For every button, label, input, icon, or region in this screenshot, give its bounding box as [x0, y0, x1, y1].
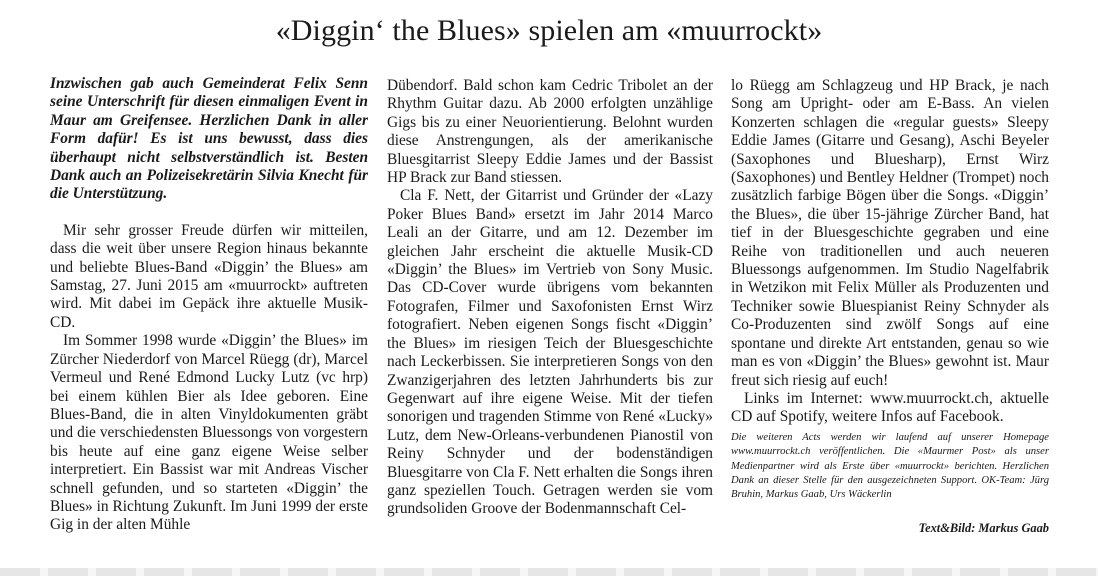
body-paragraph: Dübendorf. Bald schon kam Cedric Tribolet an der Rhythm Guitar dazu. Ab 2000 erfolgten unzählige Gigs bis zu einer Neuorientierung. Belohnt wurden diese Anstrengungen, als der amerikanische Bluesgitarrist Sleepy Eddie James und der Bassist HP Brack zur Band stiessen. [387, 77, 713, 187]
article-title: «Diggin‘ the Blues» spielen am «muurrockt» [275, 14, 823, 47]
links-paragraph: Links im Internet: www.muurrockt.ch, aktuelle CD auf Spotify, weitere Infos auf Facebook. [731, 389, 1049, 426]
body-paragraph: lo Rüegg am Schlagzeug und HP Brack, je nach Song am Upright- oder am E-Bass. An vielen Konzerten schlagen die «regular guests» Sleepy Eddie James (Gitarre und Gesang), Aschi Beyeler (Saxophones und Bluesharp), Ernst Wirz (Saxophones) und Bentley Heldner (Trompet) noch zusätzlich farbige Bögen über die Songs. «Diggin’ the Blues», die über 15-jährige Zürcher Band, hat tief in der Bluesgeschichte gegraben und eine Reihe von traditionellen und auch neueren Bluessongs aufgenommen. Im Studio Nagelfabrik in Wetzikon mit Felix Müller als Produzenten und Techniker sowie Bluespianist Reiny Schnyder als Co-Produzenten sind zwölf Songs auf eine spontane und direkte Art entstanden, genau so wie man es von «Diggin’ the Blues» gewohnt ist. Maur freut sich riesig auf euch! [731, 77, 1049, 389]
column-3 [731, 77, 1049, 537]
body-paragraph: Mir sehr grosser Freude dürfen wir mitteilen, dass die weit über unsere Region hinaus bekannte und beliebte Blues-Band «Diggin’ the Blues» am Samstag, 27. Juni 2015 am «muurrockt» auftreten wird. Mit dabei im Gepäck ihre aktuelle Musik-CD. [50, 221, 368, 331]
column-1 [50, 75, 368, 535]
body-paragraph: Im Sommer 1998 wurde «Diggin’ the Blues» im Zürcher Niederdorf von Marcel Rüegg (dr), Marcel Vermeul und René Edmond Lucky Lutz (vc hrp) bei einem kühlen Bier als Idee geboren. Eine Blues-Band, die in alten Vinyldokumenten gräbt und die verschiedensten Bluessongs von vorgestern bis heute auf eine ganz eigene Weise selber interpretiert. Ein Bassist war mit Andreas Vischer schnell gefunden, und so starteten «Diggin’ the Blues» in Richtung Zukunft. Im Juni 1999 der erste Gig in der alten Mühle [50, 332, 368, 534]
column-2 [387, 77, 713, 519]
author-credit: Text&Bild: Markus Gaab [918, 520, 1049, 535]
footnote: Die weiteren Acts werden wir laufend auf unserer Homepage www.muurrockt.ch veröffentlichen. Die «Maurmer Post» als unser Medienpartner wird als Erste über «muurrockt» berichten. Herzlichen Dank an dieser Stelle für den ausgezeichneten Support. OK-Team: Jürg Bruhin, Markus Gaab, Urs Wäckerlin [731, 431, 1049, 501]
bottom-edge-text-remnant [0, 568, 1098, 576]
body-paragraph: Cla F. Nett, der Gitarrist und Gründer der «Lazy Poker Blues Band» ersetzt im Jahr 2014 Marco Leali an der Gitarre, und am 12. Dezember im gleichen Jahr erscheint die aktuelle Musik-CD «Diggin’ the Blues» im Vertrieb von Sony Music. Das CD-Cover wurde übrigens vom bekannten Fotografen, Filmer und Saxofonisten Ernst Wirz fotografiert. Neben eigenen Songs fischt «Diggin’ the Blues» im riesigen Teich der Bluesgeschichte nach Leckerbissen. Sie interpretieren Songs von den Zwanzigerjahren des letzten Jahrhunderts bis zur Gegenwart auf ihre eigene Weise. Mit der tiefen sonorigen und tragenden Stimme von René «Lucky» Lutz, dem New-Orleans-verbundenen Pianostil von Reiny Schnyder und der bodenständigen Bluesgitarre von Cla F. Nett erhalten die Songs ihren ganz speziellen Touch. Getragen werden sie vom grundsoliden Groove der Bodenmannschaft Cel- [387, 187, 713, 518]
intro-paragraph: Inzwischen gab auch Gemeinderat Felix Senn seine Unterschrift für diesen einmaligen Event in Maur am Greifensee. Herzlichen Dank in aller Form dafür! Es ist uns bewusst, dass dies überhaupt nicht selbstverständlich ist. Besten Dank auch an Polizeisekretärin Silvia Knecht für die Unterstützung. [50, 75, 368, 203]
